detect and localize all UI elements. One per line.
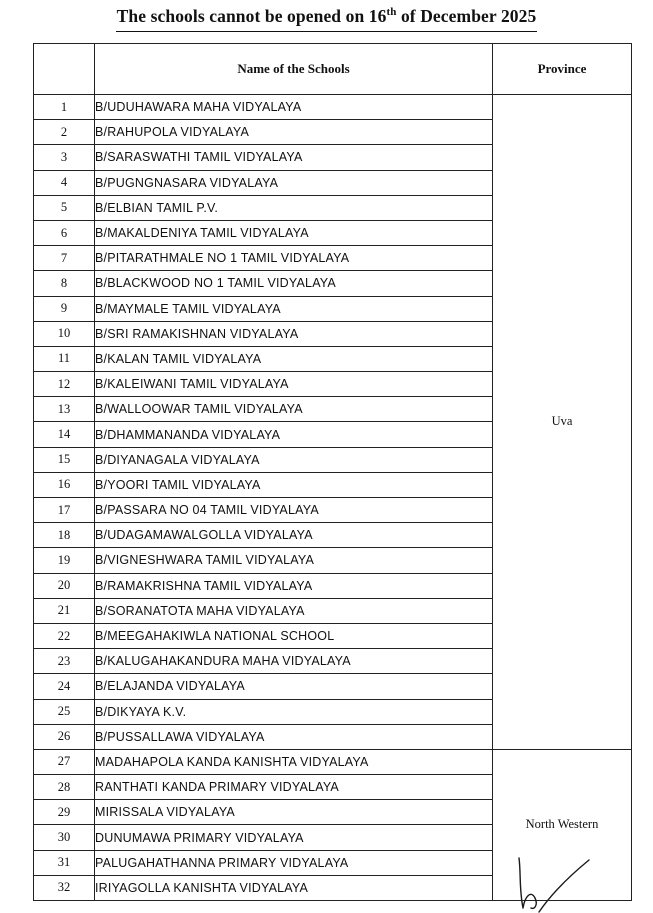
school-name: B/MAYMALE TAMIL VIDYALAYA [95,296,493,321]
row-number: 9 [34,296,95,321]
row-number: 18 [34,523,95,548]
school-name: B/SRI RAMAKISHNAN VIDYALAYA [95,321,493,346]
row-number: 7 [34,246,95,271]
title-suffix: of December 2025 [396,6,537,26]
table-row [34,749,632,774]
school-name: MADAHAPOLA KANDA KANISHTA VIDYALAYA [95,749,493,774]
school-name: RANTHATI KANDA PRIMARY VIDYALAYA [95,775,493,800]
school-name: B/UDAGAMAWALGOLLA VIDYALAYA [95,523,493,548]
province-cell: Uva [493,95,632,750]
signature [505,848,595,913]
row-number: 24 [34,674,95,699]
school-name: B/YOORI TAMIL VIDYALAYA [95,472,493,497]
school-name: B/RAMAKRISHNA TAMIL VIDYALAYA [95,573,493,598]
school-name: B/ELBIAN TAMIL P.V. [95,195,493,220]
row-number: 26 [34,724,95,749]
school-name: B/MAKALDENIYA TAMIL VIDYALAYA [95,220,493,245]
header-number [34,44,95,95]
header-school-name: Name of the Schools [95,44,493,95]
row-number: 20 [34,573,95,598]
row-number: 30 [34,825,95,850]
table-row [34,95,632,120]
school-name: MIRISSALA VIDYALAYA [95,800,493,825]
school-name: B/WALLOOWAR TAMIL VIDYALAYA [95,397,493,422]
row-number: 28 [34,775,95,800]
row-number: 11 [34,346,95,371]
school-name: B/PITARATHMALE NO 1 TAMIL VIDYALAYA [95,246,493,271]
row-number: 12 [34,372,95,397]
schools-table [33,43,632,901]
row-number: 21 [34,598,95,623]
row-number: 19 [34,548,95,573]
table-body [34,95,632,901]
school-name: B/VIGNESHWARA TAMIL VIDYALAYA [95,548,493,573]
row-number: 5 [34,195,95,220]
school-name: B/DHAMMANANDA VIDYALAYA [95,422,493,447]
school-name: B/ELAJANDA VIDYALAYA [95,674,493,699]
school-name: B/KALEIWANI TAMIL VIDYALAYA [95,372,493,397]
title-prefix: The schools cannot be opened on 16 [116,6,387,26]
row-number: 1 [34,95,95,120]
row-number: 17 [34,498,95,523]
school-name: B/BLACKWOOD NO 1 TAMIL VIDYALAYA [95,271,493,296]
school-name: B/MEEGAHAKIWLA NATIONAL SCHOOL [95,623,493,648]
row-number: 31 [34,850,95,875]
row-number: 8 [34,271,95,296]
school-name: B/SARASWATHI TAMIL VIDYALAYA [95,145,493,170]
row-number: 22 [34,623,95,648]
row-number: 32 [34,875,95,900]
school-name: B/KALUGAHAKANDURA MAHA VIDYALAYA [95,649,493,674]
row-number: 25 [34,699,95,724]
school-name: B/DIKYAYA K.V. [95,699,493,724]
school-name: B/RAHUPOLA VIDYALAYA [95,120,493,145]
row-number: 4 [34,170,95,195]
school-name: B/SORANATOTA MAHA VIDYALAYA [95,598,493,623]
school-name: DUNUMAWA PRIMARY VIDYALAYA [95,825,493,850]
school-name: PALUGAHATHANNA PRIMARY VIDYALAYA [95,850,493,875]
row-number: 29 [34,800,95,825]
header-province: Province [493,44,632,95]
row-number: 6 [34,220,95,245]
school-name: B/KALAN TAMIL VIDYALAYA [95,346,493,371]
school-name: IRIYAGOLLA KANISHTA VIDYALAYA [95,875,493,900]
title-superscript: th [386,6,397,18]
row-number: 3 [34,145,95,170]
document-title-text [116,4,538,32]
row-number: 27 [34,749,95,774]
school-name: B/PUGNGNASARA VIDYALAYA [95,170,493,195]
row-number: 2 [34,120,95,145]
row-number: 23 [34,649,95,674]
row-number: 10 [34,321,95,346]
school-name: B/DIYANAGALA VIDYALAYA [95,447,493,472]
school-name: B/PUSSALLAWA VIDYALAYA [95,724,493,749]
row-number: 16 [34,472,95,497]
school-name: B/UDUHAWARA MAHA VIDYALAYA [95,95,493,120]
document-title [0,4,653,32]
table-header-row [34,44,632,95]
row-number: 14 [34,422,95,447]
province-cell: North Western [493,749,632,900]
row-number: 13 [34,397,95,422]
school-name: B/PASSARA NO 04 TAMIL VIDYALAYA [95,498,493,523]
row-number: 15 [34,447,95,472]
